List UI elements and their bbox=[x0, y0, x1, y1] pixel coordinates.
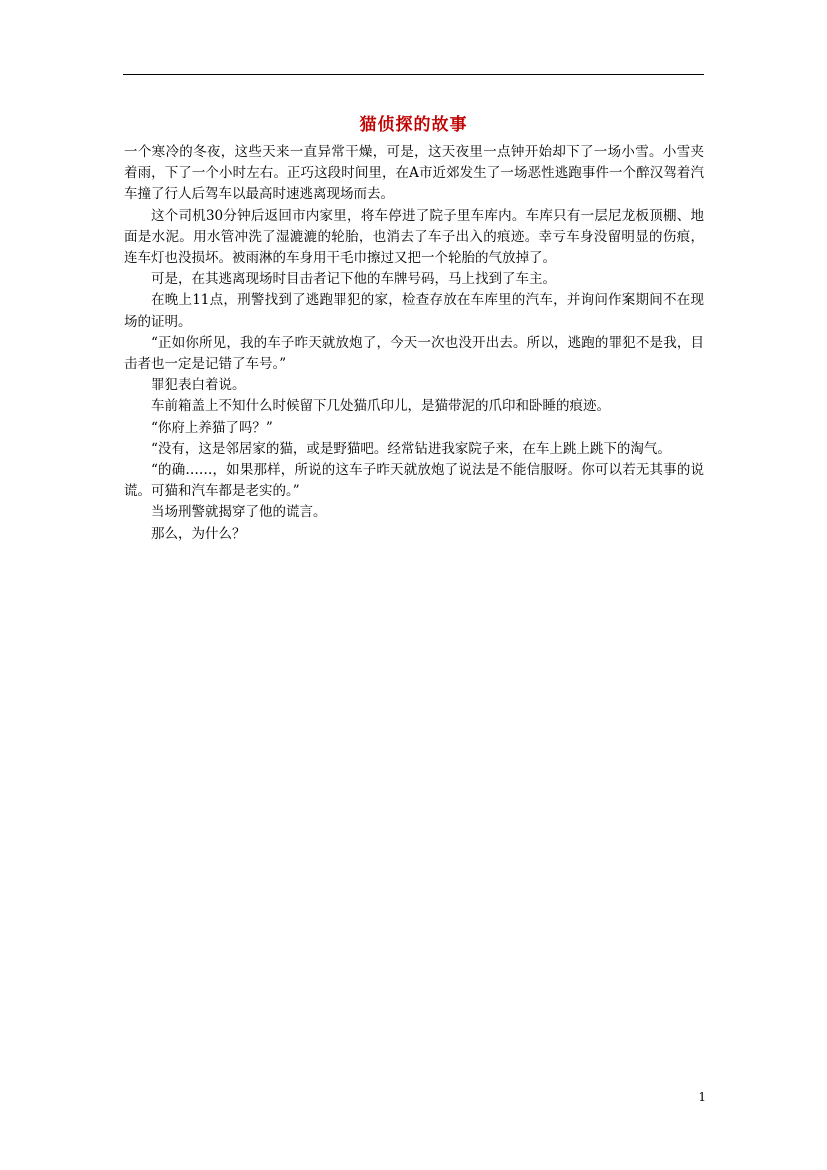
paragraph-8: “你府上养猫了吗？” bbox=[151, 419, 273, 436]
document-title: 猫侦探的故事 bbox=[359, 115, 468, 135]
page-number: 1 bbox=[698, 1090, 706, 1104]
header-rule bbox=[123, 74, 704, 75]
paragraph-12: 那么，为什么？ bbox=[151, 525, 246, 542]
document-body bbox=[124, 142, 704, 545]
paragraph-3: 可是，在其逃离现场时目击者记下他的车牌号码，马上找到了车主。 bbox=[151, 271, 556, 288]
paragraph-1: 一个寒冷的冬夜，这些天来一直异常干燥，可是，这天夜里一点钟开始却下了一场小雪。小雪夹着雨，下了一个小时左右。正巧这段时间里，在A市近郊发生了一场恶性逃跑事件一个醉汉驾着汽车撞了行人后驾车以最高时速逃离现场而去。 bbox=[124, 144, 704, 203]
paragraph-5: “正如你所见，我的车子昨天就放炮了，今天一次也没开出去。所以，逃跑的罪犯不是我，目击者也一定是记错了车号。” bbox=[124, 334, 704, 373]
paragraph-6: 罪犯表白着说。 bbox=[151, 377, 246, 394]
paragraph-9: “没有，这是邻居家的猫，或是野猫吧。经常钻进我家院子来，在车上跳上跳下的淘气。 bbox=[151, 440, 671, 457]
paragraph-7: 车前箱盖上不知什么时候留下几处猫爪印儿，是猫带泥的爪印和卧睡的痕迹。 bbox=[151, 398, 610, 415]
paragraph-2: 这个司机30分钟后返回市内家里，将车停进了院子里车库内。车库只有一层尼龙板顶棚、地面是水泥。用水管冲洗了湿漉漉的轮胎，也消去了车子出入的痕迹。幸亏车身没留明显的伤痕，连车灯也没损坏。被雨淋的车身用干毛巾擦过又把一个轮胎的气放掉了。 bbox=[124, 207, 704, 267]
paragraph-4: 在晚上11点，刑警找到了逃跑罪犯的家，检查存放在车库里的汽车，并询问作案期间不在现场的证明。 bbox=[124, 292, 704, 330]
paragraph-10: “的确……，如果那样，所说的这车子昨天就放炮了说法是不能信服呀。你可以若无其事的说谎。可猫和汽车都是老实的。” bbox=[124, 462, 704, 500]
paragraph-11: 当场刑警就揭穿了他的谎言。 bbox=[151, 504, 327, 521]
